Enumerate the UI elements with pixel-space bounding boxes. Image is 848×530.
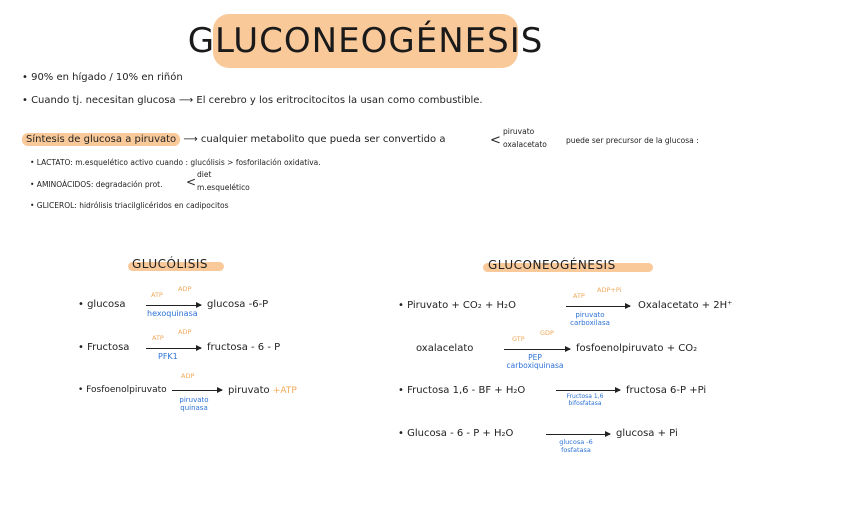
sintesis-text: ⟶ cualquier metabolito que pueda ser convertido a <box>183 134 446 145</box>
item-aminoacidos: • AMINOÁCIDOS: degradación prot. <box>30 180 163 189</box>
gn-r2-enzyme: PEP carboxiquinasa <box>506 353 564 370</box>
gn-r1-right: Oxalacetato + 2H⁺ <box>638 300 733 311</box>
gn-r1-arrow <box>566 306 630 307</box>
gl-r3-extra: +ATP <box>272 386 297 396</box>
gn-r3-right: fructosa 6-P +Pi <box>626 385 707 396</box>
gn-r4-arrow <box>546 434 610 435</box>
gn-r2-right: fosfoenolpiruvato + CO₂ <box>576 343 698 354</box>
gn-r1-cof-r: ADP+Pi <box>597 286 622 294</box>
page-title: GLUCONEOGÉNESIS <box>187 21 544 61</box>
gn-r2-arrow <box>504 349 570 350</box>
gl-r2-cof-r: ADP <box>178 328 192 336</box>
gl-r1-enzyme: hexoquinasa <box>147 309 198 318</box>
gn-r4-left: • Glucosa - 6 - P + H₂O <box>398 428 514 439</box>
gn-r3-left: • Fructosa 1,6 - BF + H₂O <box>398 385 526 396</box>
sintesis-line <box>22 134 445 145</box>
gl-r2-cof-l: ATP <box>152 334 164 342</box>
gl-r2-left: • Fructosa <box>78 342 130 353</box>
gl-r1-right: glucosa -6-P <box>207 299 269 310</box>
brace-top: piruvato <box>503 127 535 136</box>
gl-r3-enzyme: piruvato quinasa <box>179 396 209 412</box>
bullet-location: • 90% en hígado / 10% en riñón <box>22 72 183 83</box>
gl-r1-cof-l: ATP <box>151 291 163 299</box>
gl-r3-right <box>228 385 297 396</box>
gl-r3-product: piruvato <box>228 385 270 396</box>
glucolisis-heading: GLUCÓLISIS <box>132 257 208 271</box>
gn-r2-left: oxalacelato <box>416 343 474 354</box>
amino-brace-icon: < <box>186 175 197 189</box>
gl-r1-left: • glucosa <box>78 299 126 310</box>
gn-r2-cof-l: GTP <box>512 335 525 343</box>
gl-r1-arrow <box>146 305 201 306</box>
item-glicerol: • GLICEROL: hidrólisis triacilglicéridos en cadipocitos <box>30 201 229 210</box>
brace-bottom: oxalacetato <box>503 140 547 149</box>
gn-r4-right: glucosa + Pi <box>616 428 678 439</box>
amino-bottom: m.esquelético <box>197 183 250 192</box>
gn-r1-cof-l: ATP <box>573 292 585 300</box>
sintesis-label: Síntesis de glucosa a piruvato <box>22 133 180 146</box>
gl-r2-enzyme: PFK1 <box>158 352 178 361</box>
gluconeo-heading: GLUCONEOGÉNESIS <box>488 258 616 272</box>
gn-r1-left: • Piruvato + CO₂ + H₂O <box>398 300 516 311</box>
item-lactato: • LACTATO: m.esquelético activo cuando : glucólisis > fosforilación oxidativa. <box>30 158 321 167</box>
gn-r4-enzyme: glucosa -6 fosfatasa <box>559 438 593 454</box>
gl-r2-arrow <box>146 348 201 349</box>
gl-r1-cof-r: ADP <box>178 285 192 293</box>
gl-r3-cof-r: ADP <box>181 372 195 380</box>
sintesis-tail: puede ser precursor de la glucosa : <box>566 136 699 145</box>
gl-r2-right: fructosa - 6 - P <box>207 342 281 353</box>
amino-top: diet <box>197 170 212 179</box>
gl-r3-left: • Fosfoenolpiruvato <box>78 385 167 395</box>
gn-r3-enzyme: Fructosa 1,6 bifosfatasa <box>566 393 604 407</box>
gn-r2-cof-r: GDP <box>540 329 554 337</box>
brace-icon: < <box>490 133 501 148</box>
gn-r1-enzyme: piruvato carboxilasa <box>570 311 610 327</box>
gn-r3-arrow <box>556 390 620 391</box>
bullet-usage: • Cuando tj. necesitan glucosa ⟶ El cerebro y los eritrocitocitos la usan como combustible. <box>22 95 483 106</box>
gl-r3-arrow <box>172 390 222 391</box>
